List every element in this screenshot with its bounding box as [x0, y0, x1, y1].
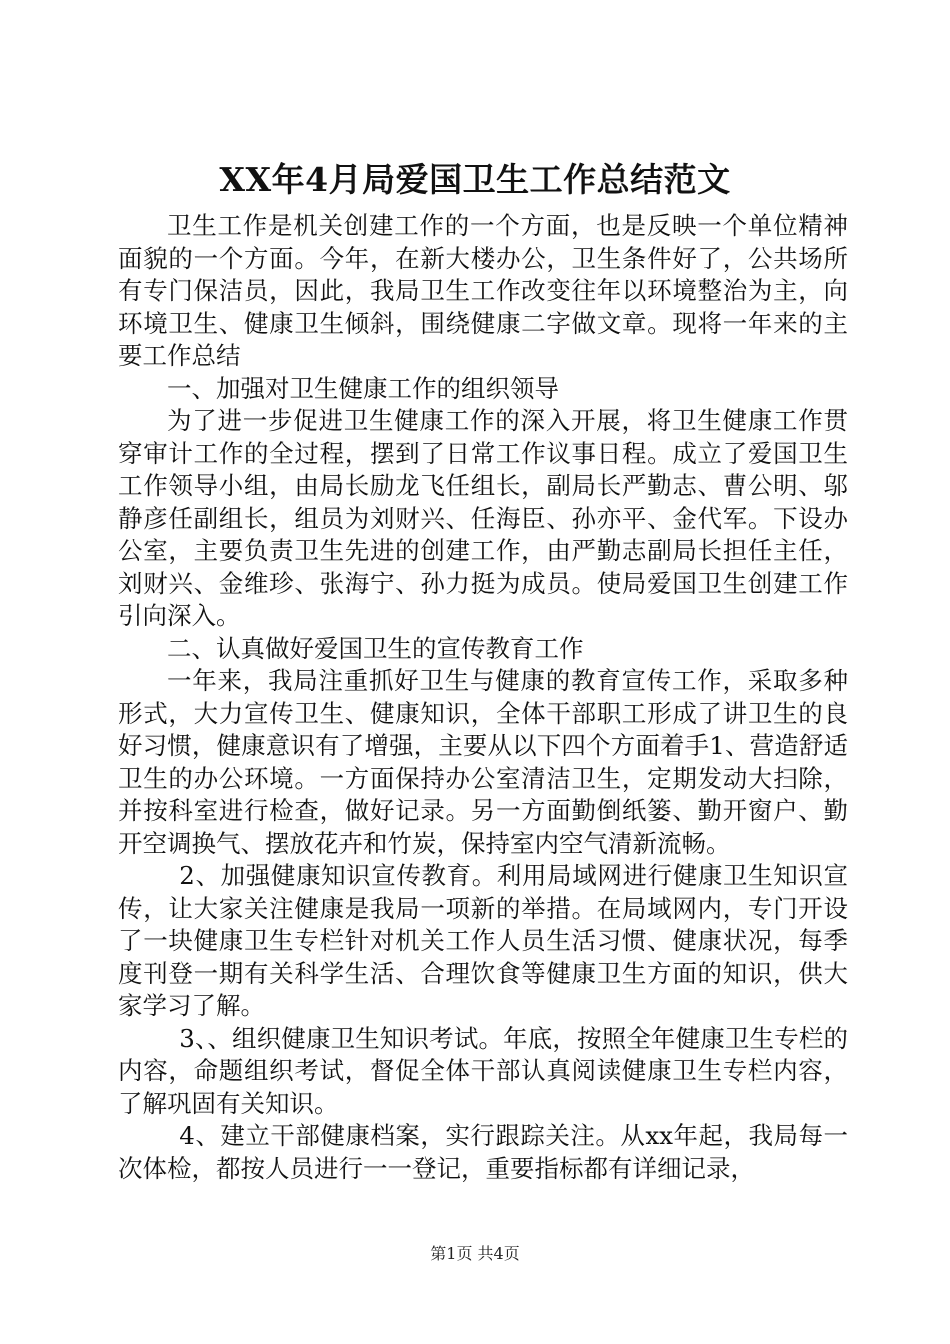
document-body [118, 210, 848, 1185]
paragraph-education: 一年来，我局注重抓好卫生与健康的教育宣传工作，采取多种形式，大力宣传卫生、健康知识，全体干部职工形成了讲卫生的良好习惯，健康意识有了增强，主要从以下四个方面着手1、营造舒适卫生的办公环境。一方面保持办公室清洁卫生，定期发动大扫除，并按科室进行检查，做好记录。另一方面勤倒纸篓、勤开窗户、勤开空调换气、摆放花卉和竹炭，保持室内空气清新流畅。 [118, 666, 848, 858]
paragraph-intro: 卫生工作是机关创建工作的一个方面，也是反映一个单位精神面貌的一个方面。今年，在新大楼办公，卫生条件好了，公共场所有专门保洁员，因此，我局卫生工作改变往年以环境整治为主，向环境卫生、健康卫生倾斜，围绕健康二字做文章。现将一年来的主要工作总结 [118, 211, 848, 370]
section-heading-2: 二、认真做好爱国卫生的宣传教育工作 [167, 633, 584, 663]
section-heading-1: 一、加强对卫生健康工作的组织领导 [167, 373, 559, 403]
paragraph-item-4: 4、建立干部健康档案，实行跟踪关注。从xx年起，我局每一次体检，都按人员进行一一登记，重要指标都有详细记录， [118, 1121, 848, 1183]
document-title: XX年4月局爱国卫生工作总结范文 [219, 160, 731, 199]
page-footer: 第1页 共4页 [430, 1244, 520, 1263]
paragraph-organization: 为了进一步促进卫生健康工作的深入开展，将卫生健康工作贯穿审计工作的全过程，摆到了日常工作议事日程。成立了爱国卫生工作领导小组，由局长励龙飞任组长，副局长严勤志、曹公明、邬静彦任副组长，组员为刘财兴、任海臣、孙亦平、金代军。下设办公室，主要负责卫生先进的创建工作，由严勤志副局长担任主任，刘财兴、金维珍、张海宁、孙力挺为成员。使局爱国卫生创建工作引向深入。 [118, 406, 848, 630]
paragraph-item-3: 3、、组织健康卫生知识考试。年底，按照全年健康卫生专栏的内容，命题组织考试，督促全体干部认真阅读健康卫生专栏内容，了解巩固有关知识。 [118, 1023, 848, 1118]
paragraph-item-2: 2、加强健康知识宣传教育。利用局域网进行健康卫生知识宣传，让大家关注健康是我局一项新的举措。在局域网内，专门开设了一块健康卫生专栏针对机关工作人员生活习惯、健康状况，每季度刊登一期有关科学生活、合理饮食等健康卫生方面的知识，供大家学习了解。 [118, 861, 848, 1020]
